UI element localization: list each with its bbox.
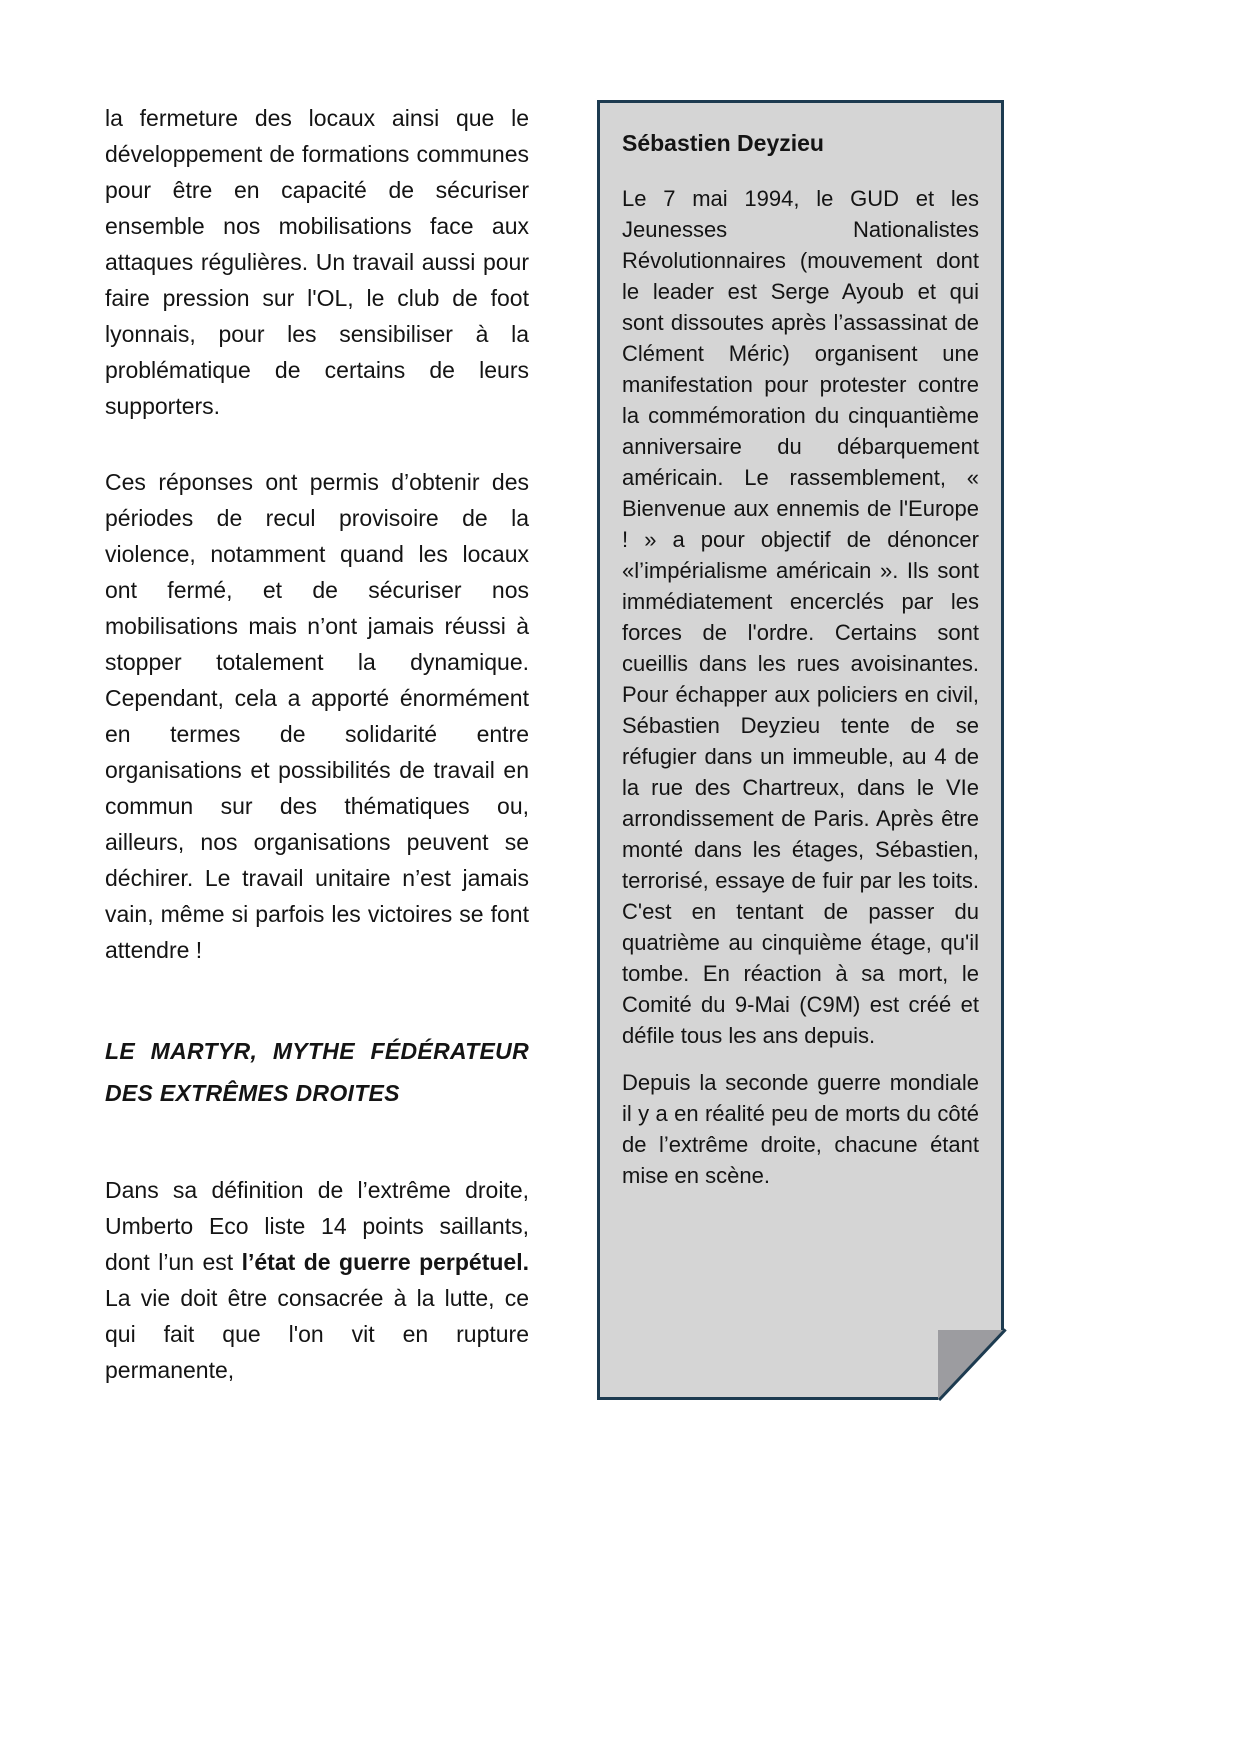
left-text-column bbox=[105, 100, 529, 1428]
paragraph-reponses: Ces réponses ont permis d’obtenir des périodes de recul provisoire de la violence, notamment quand les locaux ont fermé, et de sécuriser nos mobilisations mais n’ont jamais réussi à stopper totalement la dynamique. Cependant, cela a apporté énormément en termes de solidarité entre organisations et possibilités de travail en commun sur des thématiques ou, ailleurs, nos organisations peuvent se déchirer. Le travail unitaire n’est jamais vain, même si parfois les victoires se font attendre ! bbox=[105, 469, 529, 963]
section-heading-martyr: LE MARTYR, MYTHE FÉDÉRATEUR DES EXTRÊMES DROITES bbox=[105, 1038, 529, 1106]
paragraph-locaux: la fermeture des locaux ainsi que le développement de formations communes pour être en capacité de sécuriser ensemble nos mobilisations face aux attaques régulières. Un travail aussi pour faire pression sur l'OL, le club de foot lyonnais, pour les sensibiliser à la problématique de certains de leurs supporters. bbox=[105, 105, 529, 419]
sidebar-paragraph-deyzieu: Le 7 mai 1994, le GUD et les Jeunesses Nationalistes Révolutionnaires (mouvement dont le leader est Serge Ayoub et qui sont dissoutes après l’assassinat de Clément Méric) organisent une manifestation pour protester contre la commémoration du cinquantième anniversaire du débarquement américain. Le rassemblement, « Bienvenue aux ennemis de l'Europe ! » a pour objectif de dénoncer «l’impérialisme américain ». Ils sont immédiatement encerclés par les forces de l'ordre. Certains sont cueillis dans les rues avoisinantes. Pour échapper aux policiers en civil, Sébastien Deyzieu tente de se réfugier dans un immeuble, au 4 de la rue des Chartreux, dans le VIe arrondissement de Paris. Après être monté dans les étages, Sébastien, terrorisé, essaye de fuir par les toits. C'est en tentant de passer du quatrième au cinquième étage, qu'il tombe. En réaction à sa mort, le Comité du 9-Mai (C9M) est créé et défile tous les ans depuis. bbox=[622, 186, 979, 1048]
paragraph-definition-part2: La vie doit être consacrée à la lutte, ce qui fait que l'on vit en rupture permanente, bbox=[105, 1285, 529, 1383]
folded-corner-icon bbox=[938, 1330, 1004, 1400]
sidebar-title: Sébastien Deyzieu bbox=[622, 130, 824, 156]
sidebar-paragraph-morts: Depuis la seconde guerre mondiale il y a en réalité peu de morts du côté de l’extrême droite, chacune étant mise en scène. bbox=[622, 1070, 979, 1188]
paragraph-definition bbox=[105, 1172, 529, 1388]
sidebar-info-box bbox=[597, 100, 1004, 1400]
paragraph-definition-part1: Dans sa définition de l’extrême droite, Umberto Eco liste 14 points saillants, dont l’un est bbox=[105, 1177, 529, 1275]
paragraph-definition-bold: l’état de guerre perpétuel. bbox=[241, 1249, 529, 1275]
